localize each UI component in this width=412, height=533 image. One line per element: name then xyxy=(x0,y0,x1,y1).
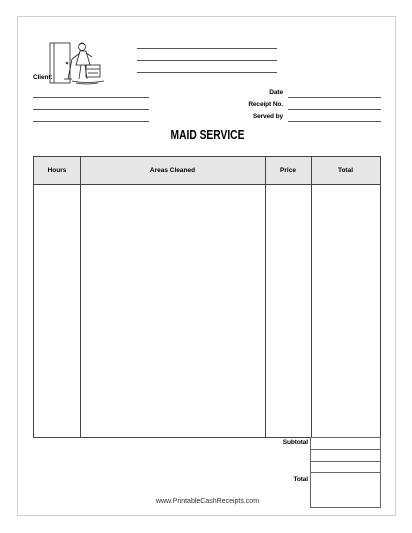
table-header xyxy=(34,157,380,185)
hours-column-cell[interactable] xyxy=(34,184,80,437)
client-line-3[interactable] xyxy=(33,121,149,122)
served-by-field[interactable] xyxy=(288,121,381,122)
areas-cleaned-column-cell[interactable] xyxy=(81,184,265,437)
subtotal-label: Subtotal xyxy=(282,439,308,446)
footer-website: www.PrintableCashReceipts.com xyxy=(155,498,260,505)
maid-cleaning-illustration-icon xyxy=(46,39,110,87)
address-line-1[interactable] xyxy=(137,48,277,49)
address-line-2[interactable] xyxy=(137,60,277,61)
client-label: Client: xyxy=(33,74,53,81)
header-areas-cleaned: Areas Cleaned xyxy=(149,167,196,174)
receipt-sheet xyxy=(17,16,396,516)
receipt-no-field[interactable] xyxy=(288,109,381,110)
page-title: MAID SERVICE xyxy=(170,128,245,142)
services-table xyxy=(33,156,381,438)
client-line-2[interactable] xyxy=(33,109,149,110)
total-column-cell[interactable] xyxy=(312,184,380,437)
client-line-1[interactable] xyxy=(33,97,149,98)
date-label: Date xyxy=(269,89,283,96)
total-label: Total xyxy=(293,476,308,483)
header-hours: Hours xyxy=(47,167,67,174)
receipt-no-label: Receipt No. xyxy=(248,101,283,108)
date-field[interactable] xyxy=(288,97,381,98)
price-column-cell[interactable] xyxy=(266,184,311,437)
header-total: Total xyxy=(337,167,354,174)
served-by-label: Served by xyxy=(252,113,283,120)
header-price: Price xyxy=(280,167,296,174)
address-line-3[interactable] xyxy=(137,72,277,73)
